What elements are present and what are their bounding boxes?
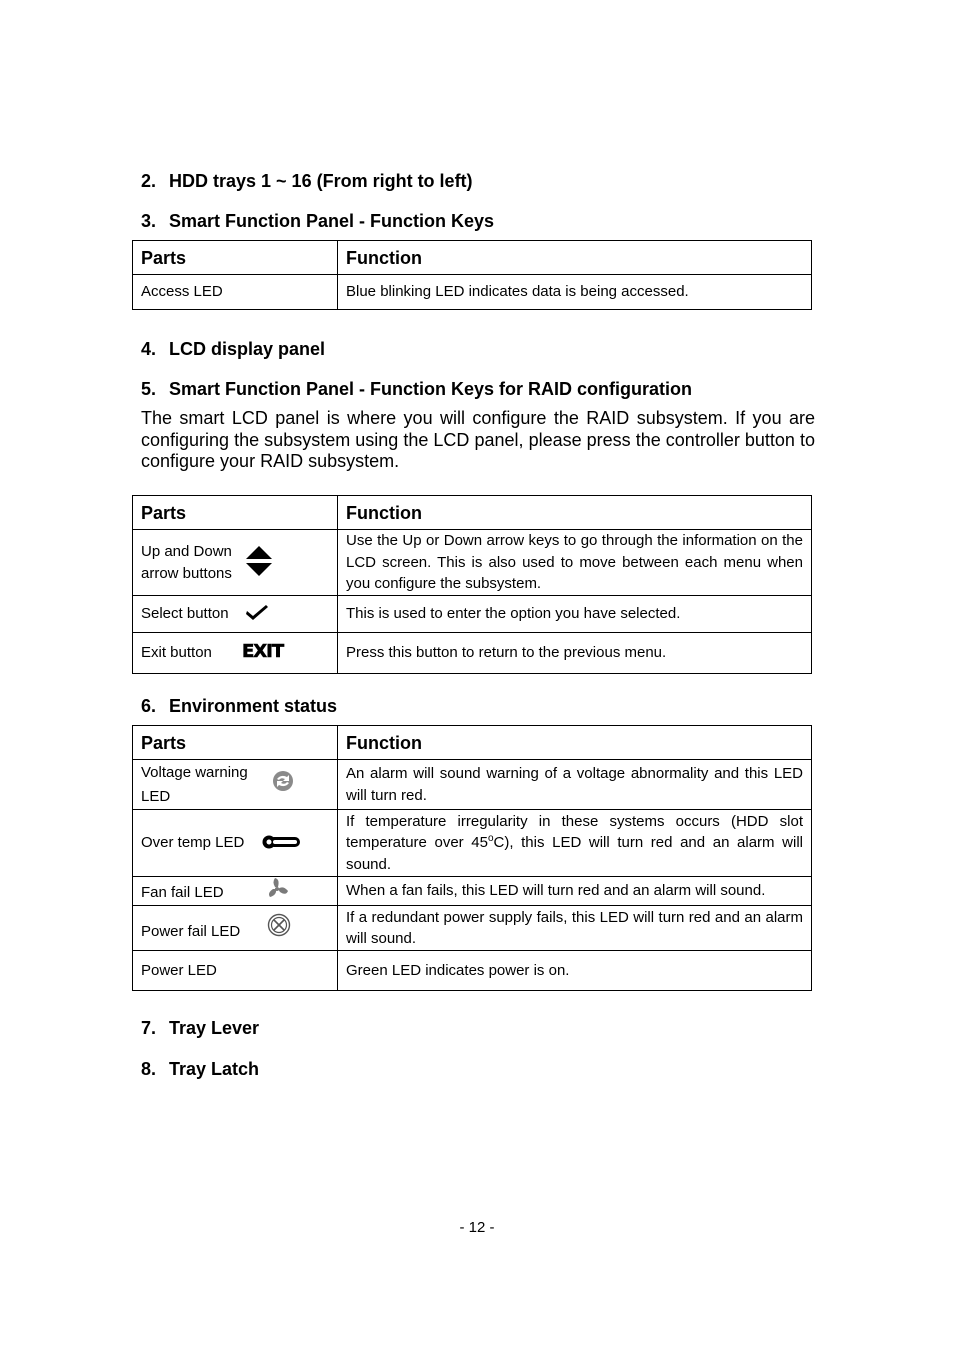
part-cell: Power LED bbox=[133, 951, 338, 991]
thermometer-icon bbox=[262, 834, 302, 850]
part-label: Power fail LED bbox=[141, 923, 241, 941]
part-cell bbox=[133, 760, 338, 810]
heading-text: Smart Function Panel - Function Keys bbox=[169, 211, 495, 231]
part-label: Select button bbox=[141, 605, 229, 623]
part-cell bbox=[133, 596, 338, 633]
table-row bbox=[133, 951, 812, 991]
function-cell: Blue blinking LED indicates data is being accessed. bbox=[338, 275, 812, 310]
power-fail-icon bbox=[267, 913, 291, 937]
table-row bbox=[133, 877, 812, 906]
part-label: Fan fail LED bbox=[141, 884, 224, 902]
heading-lcd-panel bbox=[141, 338, 325, 360]
table-row bbox=[133, 275, 812, 310]
part-cell bbox=[133, 633, 338, 674]
function-cell bbox=[338, 810, 812, 877]
table-header-row bbox=[133, 496, 812, 530]
heading-number: 3. bbox=[141, 211, 157, 231]
function-text-pre: If temperature irregularity in these systems occurs (HDD slot temperature over 45 bbox=[346, 812, 803, 852]
heading-environment-status bbox=[141, 695, 337, 717]
function-text-post: C), this LED will turn red and an alarm will sound. bbox=[346, 834, 803, 873]
function-cell: When a fan fails, this LED will turn red and an alarm will sound. bbox=[338, 877, 812, 906]
page-number: - 12 - bbox=[459, 1219, 495, 1236]
exit-icon: EXIT bbox=[242, 641, 284, 662]
function-cell: If a redundant power supply fails, this LED will turn red and an alarm will sound. bbox=[338, 906, 812, 951]
header-parts: Parts bbox=[133, 496, 338, 530]
header-function: Function bbox=[338, 496, 812, 530]
function-cell: An alarm will sound warning of a voltage abnormality and this LED will turn red. bbox=[338, 760, 812, 810]
heading-tray-lever bbox=[141, 1017, 259, 1039]
heading-number: 6. bbox=[141, 696, 157, 716]
header-function: Function bbox=[338, 241, 812, 275]
part-label: Exit button bbox=[141, 644, 212, 662]
voltage-icon bbox=[272, 770, 294, 792]
heading-text: Smart Function Panel - Function Keys for RAID configuration bbox=[169, 379, 693, 399]
part-cell bbox=[133, 810, 338, 877]
heading-number: 7. bbox=[141, 1018, 157, 1038]
fan-icon bbox=[266, 877, 292, 901]
part-label-line1: Up and Down bbox=[141, 543, 232, 560]
environment-status-table bbox=[132, 725, 812, 991]
header-parts: Parts bbox=[133, 726, 338, 760]
part-cell bbox=[133, 906, 338, 951]
heading-text: Tray Lever bbox=[169, 1018, 260, 1038]
heading-number: 5. bbox=[141, 379, 157, 399]
table-row bbox=[133, 906, 812, 951]
part-cell bbox=[133, 877, 338, 906]
function-cell: Green LED indicates power is on. bbox=[338, 951, 812, 991]
function-cell: Press this button to return to the previous menu. bbox=[338, 633, 812, 674]
heading-function-keys bbox=[141, 210, 494, 232]
checkmark-icon bbox=[245, 603, 269, 621]
table-row bbox=[133, 810, 812, 877]
heading-number: 2. bbox=[141, 171, 157, 191]
intro-paragraph: The smart LCD panel is where you will configure the RAID subsystem. If you are configuring the subsystem using the LCD panel, please press the controller button to configure your RAID subsystem. bbox=[141, 408, 815, 471]
header-parts: Parts bbox=[133, 241, 338, 275]
function-cell: This is used to enter the option you have selected. bbox=[338, 596, 812, 633]
part-label: Over temp LED bbox=[141, 834, 245, 852]
part-cell: Access LED bbox=[133, 275, 338, 310]
header-function: Function bbox=[338, 726, 812, 760]
table-header-row bbox=[133, 726, 812, 760]
table-row bbox=[133, 530, 812, 596]
heading-text: LCD display panel bbox=[169, 339, 326, 359]
degree-symbol: o bbox=[487, 833, 494, 845]
raid-keys-table bbox=[132, 495, 812, 674]
up-down-arrow-icon bbox=[245, 545, 273, 578]
heading-number: 4. bbox=[141, 339, 157, 359]
table-row bbox=[133, 596, 812, 633]
heading-text: Environment status bbox=[169, 696, 338, 716]
heading-raid-keys bbox=[141, 378, 692, 400]
table-row bbox=[133, 760, 812, 810]
heading-text: Tray Latch bbox=[169, 1059, 260, 1079]
heading-hdd-trays bbox=[141, 170, 473, 192]
heading-text: HDD trays 1 ~ 16 (From right to left) bbox=[169, 171, 473, 191]
function-keys-table bbox=[132, 240, 812, 310]
part-label-line2: arrow buttons bbox=[141, 564, 232, 582]
heading-number: 8. bbox=[141, 1059, 157, 1079]
part-cell bbox=[133, 530, 338, 596]
heading-tray-latch bbox=[141, 1058, 259, 1080]
function-cell: Use the Up or Down arrow keys to go through the information on the LCD screen. This is also used to move between each menu when you configure the subsystem. bbox=[338, 530, 812, 596]
table-header-row bbox=[133, 241, 812, 275]
part-label-line1: Voltage warning bbox=[141, 763, 248, 781]
part-label-line2: LED bbox=[141, 787, 171, 805]
table-row bbox=[133, 633, 812, 674]
